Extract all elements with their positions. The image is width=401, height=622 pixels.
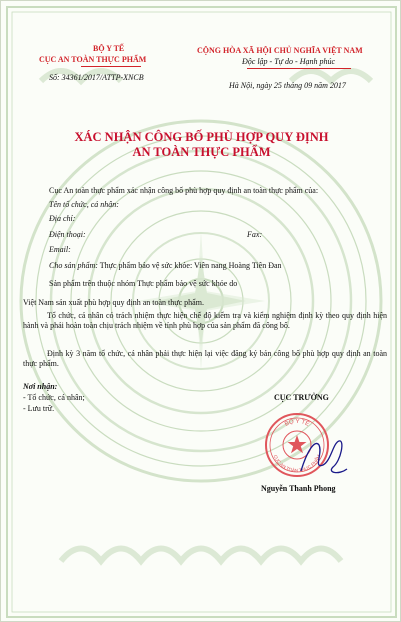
renewal-paragraph: Định kỳ 3 năm tổ chức, cá nhân phải thực hiện lại việc đăng ký bản công bố phù hợp quy định an toàn thực phẩm. [23, 349, 387, 368]
document-title-line-1: XÁC NHẬN CÔNG BỐ PHÙ HỢP QUY ĐỊNH [74, 130, 329, 144]
address-label: Địa chỉ: [49, 214, 76, 223]
agency-parent: BỘ Y TẾ [93, 44, 125, 53]
place-and-date: Hà Nội, ngày 25 tháng 09 năm 2017 [229, 81, 346, 90]
product-group-line: Sản phẩm trên thuộc nhóm Thực phẩm bảo vệ sức khỏe do [49, 279, 238, 288]
recipient-item: - Lưu trữ. [23, 404, 55, 413]
motto-underline [247, 68, 351, 69]
product-value: Thực phẩm bảo vệ sức khỏe: Viên nang Hoàng Tiên Đan [99, 261, 282, 270]
document-number: Số: 34361/2017/ATTP-XNCB [49, 73, 144, 82]
agency-underline [81, 66, 141, 67]
product-line [49, 261, 282, 271]
handwritten-signature [293, 431, 353, 483]
signer-title: CỤC TRƯỞNG [274, 393, 329, 402]
seal-text-bottom: CỤC AN TOÀN THỰC PHẨM [272, 453, 322, 474]
seal-text-top: BỘ Y TẾ [284, 418, 310, 428]
fax-label: Fax: [247, 230, 263, 239]
recipients-label: Nơi nhận: [23, 382, 58, 391]
document-content [1, 1, 401, 622]
document-title-line-2: AN TOÀN THỰC PHẨM [132, 145, 271, 159]
agency-name: CỤC AN TOÀN THỰC PHẨM [39, 55, 147, 64]
signer-name: Nguyễn Thanh Phong [261, 484, 336, 493]
responsibility-paragraph: Tổ chức, cá nhân có trách nhiệm thực hiện chế độ kiểm tra và kiểm nghiệm định kỳ theo quy định hiện hành và phải hoàn toàn chịu trách nhiệm về tính phù hợp của sản phẩm đã công bố. [23, 311, 387, 330]
product-label: Cho sản phẩm: [49, 261, 98, 270]
made-in-line: Việt Nam sản xuất phù hợp quy định an toàn thực phẩm. [23, 298, 204, 307]
national-motto: Độc lập - Tự do - Hạnh phúc [242, 57, 336, 66]
phone-label: Điện thoại: [49, 230, 86, 239]
country-name: CỘNG HÒA XÃ HỘI CHỦ NGHĨA VIỆT NAM [197, 46, 363, 55]
recipient-item: - Tổ chức, cá nhân; [23, 393, 85, 402]
org-name-label: Tên tổ chức, cá nhân: [49, 200, 119, 209]
email-label: Email: [49, 245, 71, 254]
intro-text: Cục An toàn thực phẩm xác nhận công bố phù hợp quy định an toàn thực phẩm của: [49, 186, 319, 195]
